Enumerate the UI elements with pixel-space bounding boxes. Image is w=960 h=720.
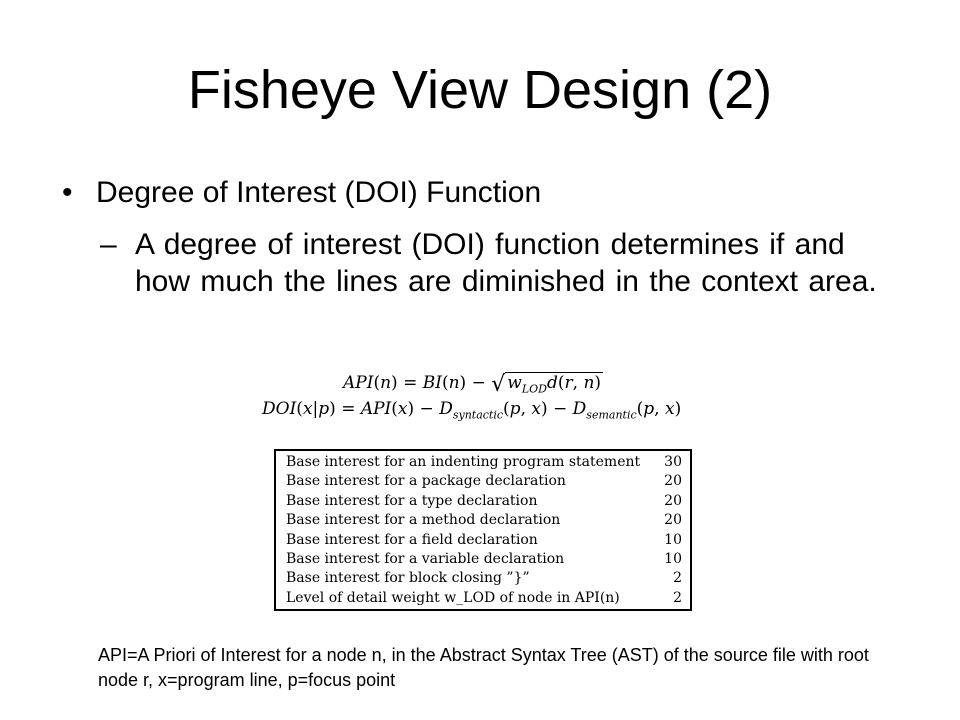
row-label: Base interest for a package declaration: [286, 473, 566, 490]
table-row: [286, 550, 682, 569]
row-value: 10: [664, 531, 682, 548]
sub-bullet-marker: –: [100, 228, 117, 261]
doi-equation: $DOI(x|p) = API(x) - D_{syntactic}(p$, $x) - D_{semantic}(p$, x): [262, 399, 682, 422]
row-value: 30: [664, 454, 682, 470]
row-label: Base interest for a type declaration: [286, 492, 538, 509]
row-label: Base interest for an indenting program statement: [286, 454, 641, 470]
base-interest-table: [274, 449, 692, 611]
sub-bullet-text: A degree of interest (DOI) function determines if and how much the lines are diminished in the context area.: [135, 228, 877, 298]
row-value: 2: [673, 570, 682, 587]
caption-text: API=A Priori of Interest for a node n, in the Abstract Syntax Tree (AST) of the source file with root node r, x=program line, p=focus point: [98, 645, 869, 690]
row-label: Base interest for a method declaration: [286, 512, 561, 529]
row-label: Base interest for a variable declaration: [286, 551, 565, 568]
row-value: 20: [664, 512, 682, 529]
api-equation: API(n) = BI(n) − √ $w_{LOD}d(r$, n): [343, 372, 602, 397]
row-value: 20: [664, 473, 682, 490]
row-label: Level of detail weight w_LOD of node in API(n): [286, 589, 620, 606]
table-row: [286, 569, 682, 588]
bullet-marker: •: [62, 176, 73, 209]
row-value: 20: [664, 492, 682, 509]
row-value: 10: [664, 551, 682, 568]
table-row: [286, 511, 682, 530]
row-label: Base interest for a field declaration: [286, 531, 538, 548]
row-value: 2: [673, 589, 682, 606]
table-row: [286, 589, 682, 608]
table-row: [286, 472, 682, 491]
table-row: [286, 453, 682, 472]
row-label: Base interest for block closing ”}”: [286, 570, 530, 587]
table-row: [286, 492, 682, 511]
table-row: [286, 531, 682, 550]
slide-title: Fisheye View Design (2): [187, 60, 773, 120]
bullet-text: Degree of Interest (DOI) Function: [96, 176, 542, 209]
